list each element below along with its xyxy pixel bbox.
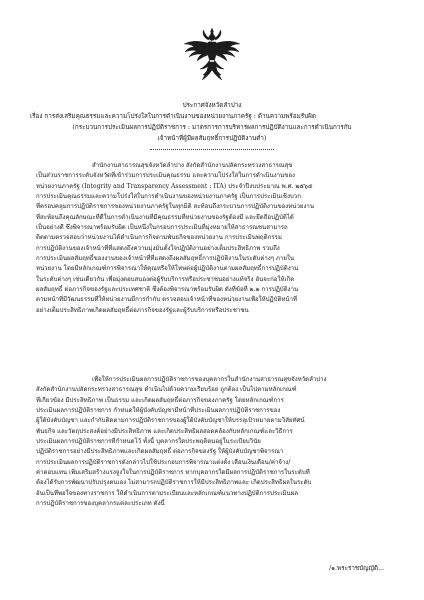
text-line: การประเมินผลสัมฤทธิ์ของงานของเจ้าหน้าที่ที่แสดงถึงผลสัมฤทธิ์การปฏิบัติงานในระดับต่างๆ ภายใน bbox=[36, 255, 295, 263]
text-line: ติดตามตรวจสอบว่าหน่วยงานได้ดำเนินการกิจตามพันธกิจของหน่วยงาน การประเมินพฤติกรรม bbox=[36, 234, 282, 242]
text-line: หน่วยงาน โดยมีหลักเกณฑ์การพิจารณาให้คุณหรือให้โทษต่อผู้ปฏิบัติงานตามผลสัมฤทธิ์การปฏิบัติงาน bbox=[36, 265, 299, 273]
garuda-emblem-icon bbox=[182, 26, 242, 84]
subject-line: เรื่อง การส่งเสริมคุณธรรมและความโปร่งใสในการดำเนินงานของหน่วยงานภาครัฐ : ด้านความพร้อมรับผิด bbox=[30, 113, 316, 120]
text-line: สังกัดสำนักงานปลัดกระทรวงสาธารณสุข ดำเนินไปด้วยความเรียบร้อย ถูกต้อง เป็นไปตามหลักเกณฑ์ bbox=[36, 386, 297, 394]
continued-marker: /๑.พระราชบัญญัติ... bbox=[328, 565, 384, 572]
text-line: ผลสัมฤทธิ์ ต่อภารกิจของรัฐและประเทศชาติ ซึ่งต้องพิจารณาพร้อมรับผิด ดังที่ข้อที่ ๒.๒ การปฏิบัติงาน bbox=[36, 286, 299, 294]
subject-line-3: เจ้าหน้าที่ผู้มีผลสัมฤทธิ์การปฏิบัติงานต่ำ) bbox=[157, 135, 267, 142]
text-line: การประเมินคุณธรรมและความโปร่งใสในการดำเนินงานของหน่วยงานภาครัฐ เป็นการประเมินเชิงบวก bbox=[36, 193, 301, 201]
text-line: ที่ครอบคลุมการปฏิบัติราชการของหน่วยงานภาครัฐในทุกมิติ สะท้อนถึงกระบวนการปฏิบัติงานของหน่วยงาน bbox=[36, 203, 315, 211]
text-line: ประเมินผลการปฏิบัติราชการที่กำหนดไว้ ทั้งนี้ บุคลากรใดประพฤติตนอยู่ในระเบียบวินัย bbox=[36, 438, 261, 446]
text-line: เป็นอย่างดี ซึ่งพิจารณาพร้อมรับผิด เป็นหนึ่งในกรอบการประเมินที่มุ่งหมายให้สาธารณชนสามารถ bbox=[36, 224, 288, 232]
text-line: ตามหน้าที่มีวัฒนธรรมที่ให้หน่วยงานมีการกำกับ ตรวจสอบเจ้าหน้าที่ของหน่วยงานเพื่อให้ปฏิบัติหน้าที่ bbox=[36, 296, 298, 304]
text-line: ที่เกี่ยวข้อง มีประสิทธิภาพ เป็นธรรม และเกิดผลสัมฤทธิ์ต่อภารกิจของภาครัฐ โดยหลักเกณฑ์การ bbox=[36, 396, 284, 404]
text-line: การปฏิบัติงานของเจ้าหน้าที่ที่แสดงถึงความมุ่งมั่นตั้งใจปฏิบัติงานอย่างเต็มประสิทธิภาพ รวมถึง bbox=[36, 244, 280, 252]
text-line: การปฏิบัติราชการของบุคลากรแต่ละประเภท ดังนี้ bbox=[36, 500, 165, 508]
text-line: ประเมินผลการปฏิบัติราชการ กำหนดให้ผู้บังคับบัญชามีหน้าที่ประเมินผลการปฏิบัติราชการของ bbox=[36, 407, 281, 415]
text-line: พันธกิจ และวัตถุประสงค์อย่างมีประสิทธิภาพ และเกิดประสิทธิผลสอดคล้องกับหลักเกณฑ์และวิธีการ bbox=[36, 427, 293, 435]
text-line: ปฏิบัติราชการอย่างมีประสิทธิภาพและเกิดผลสัมฤทธิ์ ต่อภารกิจของรัฐ ให้ผู้บังคับบัญชาพิจารณา bbox=[36, 448, 284, 456]
text-line: ต้องได้รับการพัฒนาปรับปรุงตนเอง ไม่สามารถปฏิบัติราชการให้มีประสิทธิภาพและ เกิดประสิทธิผลในระดับ bbox=[36, 479, 312, 487]
organization-title: ประกาศจังหวัดลำปาง bbox=[182, 102, 242, 109]
text-line: หน่วยงานภาครัฐ (Integrity and Transparency Assessment : ITA) ประจำปีงบประมาณ พ.ศ. ๒๕๖๕ bbox=[36, 182, 313, 190]
text-line: เป็นส่วนราชการระดับจังหวัดที่เข้าร่วมการประเมินคุณธรรม และความโปร่งใสในการดำเนินงานของ bbox=[36, 172, 296, 180]
text-line: ผู้ใต้บังคับบัญชา และกำกับติดตามการปฏิบัติราชการของผู้ใต้บังคับบัญชาให้บรรลุเป้าหมายตามวิสัยทัศน์ bbox=[36, 417, 305, 425]
text-line: ที่สะท้อนถึงคุณลักษณะที่ดีในการดำเนินงานที่มีคุณธรรมที่หน่วยงานของรัฐต้องมี และยึดถือปฏิบัติได้ bbox=[36, 213, 294, 221]
text-line: สำนักงานสาธารณสุขจังหวัดลำปาง สังกัดสำนักงานปลัดกระทรวงสาธารณสุข bbox=[92, 162, 293, 169]
paragraph-intro bbox=[36, 161, 388, 316]
text-line: อย่างเต็มประสิทธิภาพเกิดผลสัมฤทธิ์ต่อภารกิจของรัฐและผู้รับบริการหรือประชาชน bbox=[36, 306, 249, 314]
text-line: การประเมินผลการปฏิบัติราชการดังกล่าวไปใช้ประกอบการพิจารณาแต่งตั้ง เลื่อนเงินเดือน/ค่าจ้าง/ bbox=[36, 458, 291, 466]
text-line: ค่าตอบแทน เพิ่มเสริมสร้างแรงจูงใจในการปฏิบัติราชการ หากบุคลากรใดมีผลการปฏิบัติราชการในระดับที่ bbox=[36, 469, 310, 477]
separator-line bbox=[150, 149, 274, 150]
text-line: เพื่อให้การประเมินผลการปฏิบัติราชการของบุคลากรในสำนักงานสาธารณสุขจังหวัดลำปาง bbox=[92, 376, 327, 383]
text-line: ในระดับต่างๆ เช่นเดียวกัน เพื่อมุ่งตอบสนองต่อผู้รับบริการหรือประชาชนอย่างแท้จริง อันจะก่อให้เกิด bbox=[36, 275, 295, 283]
subject-line-2: (กระบวนการประเมินผลการปฏิบัติราชการ : มาตรการการบริหารผลการปฏิบัติงานและการดำเนินการกับ bbox=[72, 124, 352, 131]
text-line: อันเป็นที่พอใจของทางราชการ ให้ดำเนินการตามระเบียบและหลักเกณฑ์แนวทางปฏิบัติการประเมินผล bbox=[36, 489, 298, 497]
paragraph-policy bbox=[36, 375, 388, 509]
